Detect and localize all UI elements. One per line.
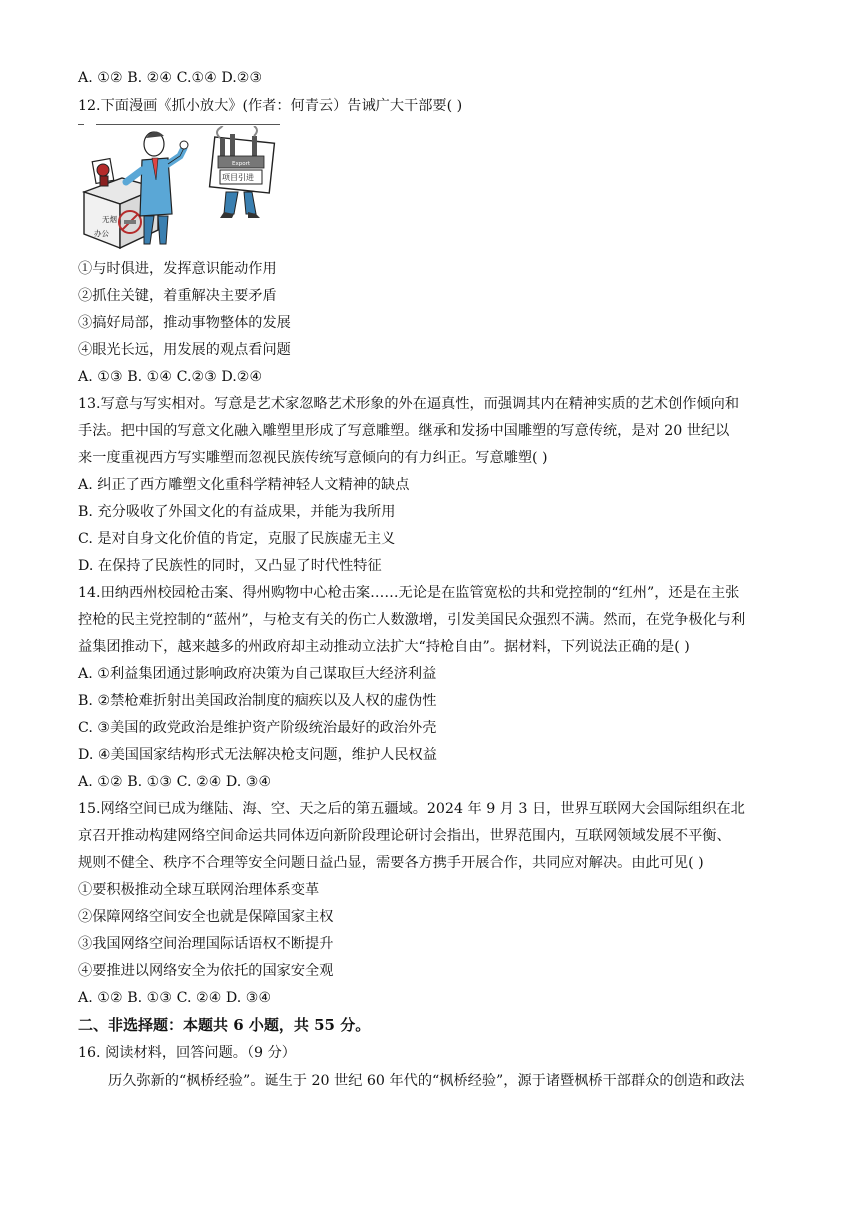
- q14-option-c: C. ③美国的政党政治是维护资产阶级统治最好的政治外壳: [78, 720, 437, 736]
- q14-option-a: A. ①利益集团通过影响政府决策为自己谋取巨大经济利益: [78, 666, 437, 682]
- cartoon-image: [80, 126, 280, 250]
- q15-stem-line-1: 15.网络空间已成为继陆、海、空、天之后的第五疆域。2024 年 9 月 3 日，世界互联网大会国际组织在北: [78, 801, 745, 817]
- q15-stem-line-3: 规则不健全、秩序不合理等安全问题日益凸显，需要各方携手开展合作，共同应对解决。由此可见( ): [78, 855, 704, 871]
- q12-stem: 12.下面漫画《抓小放大》(作者：何青云）告诫广大干部要( ): [78, 98, 463, 114]
- q12-option-1: ①与时俱进，发挥意识能动作用: [78, 261, 277, 277]
- q14-stem-line-1: 14.田纳西州校园枪击案、得州购物中心枪击案……无论是在监管宽松的共和党控制的“红州”，还是在主张: [78, 585, 740, 601]
- q16-material-line-1: 历久弥新的“枫桥经验”。诞生于 20 世纪 60 年代的“枫桥经验”，源于诸暨枫桥干部群众的创造和政法: [108, 1073, 745, 1089]
- q12-option-2: ②抓住关键，着重解决主要矛盾: [78, 288, 277, 304]
- q14-stem-line-2: 控枪的民主党控制的“蓝州”，与枪支有关的伤亡人数激增，引发美国民众强烈不满。然而，在党争极化与利: [78, 612, 746, 628]
- q12-answer-options: A. ①③ B. ①④ C.②③ D.②④: [78, 369, 263, 385]
- q13-option-a: A. 纠正了西方雕塑文化重科学精神轻人文精神的缺点: [78, 477, 410, 493]
- q15-option-1: ①要积极推动全球互联网治理体系变革: [78, 882, 320, 898]
- q13-stem-line-1: 13.写意与写实相对。写意是艺术家忽略艺术形象的外在逼真性，而强调其内在精神实质的艺术创作倾向和: [78, 396, 740, 412]
- q14-stem-line-3: 益集团推动下，越来越多的州政府却主动推动立法扩大“持枪自由”。据材料，下列说法正确的是( ): [78, 639, 690, 655]
- q15-option-3: ③我国网络空间治理国际话语权不断提升: [78, 936, 334, 952]
- q16-stem: 16. 阅读材料，回答问题。（9 分）: [78, 1045, 296, 1061]
- cartoon-top-dash: [78, 124, 84, 125]
- q13-stem-line-2: 手法。把中国的写意文化融入雕塑里形成了写意雕塑。继承和发扬中国雕塑的写意传统，是对 20 世纪以: [78, 423, 730, 439]
- q11-answer-options: A. ①② B. ②④ C.①④ D.②③: [78, 70, 263, 86]
- q15-option-2: ②保障网络空间安全也就是保障国家主权: [78, 909, 334, 925]
- q14-answer-options: A. ①② B. ①③ C. ②④ D. ③④: [78, 774, 272, 790]
- section-heading: 二、非选择题：本题共 6 小题，共 55 分。: [78, 1016, 371, 1034]
- box-label-top: 无烟: [102, 215, 117, 224]
- q14-option-b: B. ②禁枪难折射出美国政治制度的痼疾以及人权的虚伪性: [78, 693, 437, 709]
- cartoon-top-line: [96, 124, 280, 125]
- box-label-bottom: 办公: [94, 229, 109, 238]
- q13-stem-line-3: 来一度重视西方写实雕塑而忽视民族传统写意倾向的有力纠正。写意雕塑( ): [78, 450, 548, 466]
- q15-option-4: ④要推进以网络安全为依托的国家安全观: [78, 963, 334, 979]
- q12-option-3: ③搞好局部，推动事物整体的发展: [78, 315, 291, 331]
- q15-answer-options: A. ①② B. ①③ C. ②④ D. ③④: [78, 990, 272, 1006]
- q13-option-d: D. 在保持了民族性的同时，又凸显了时代性特征: [78, 558, 382, 574]
- q13-option-b: B. 充分吸收了外国文化的有益成果，并能为我所用: [78, 504, 396, 520]
- factory-roof-label: Export: [232, 161, 251, 167]
- q14-option-d: D. ④美国国家结构形式无法解决枪支问题，维护人民权益: [78, 747, 437, 763]
- q13-option-c: C. 是对自身文化价值的肯定，克服了民族虚无主义: [78, 531, 396, 547]
- q15-stem-line-2: 京召开推动构建网络空间命运共同体迈向新阶段理论研讨会指出，世界范围内，互联网领域发展不平衡、: [78, 828, 731, 844]
- q12-option-4: ④眼光长远，用发展的观点看问题: [78, 342, 291, 358]
- sign-label: 项目引进: [222, 173, 254, 182]
